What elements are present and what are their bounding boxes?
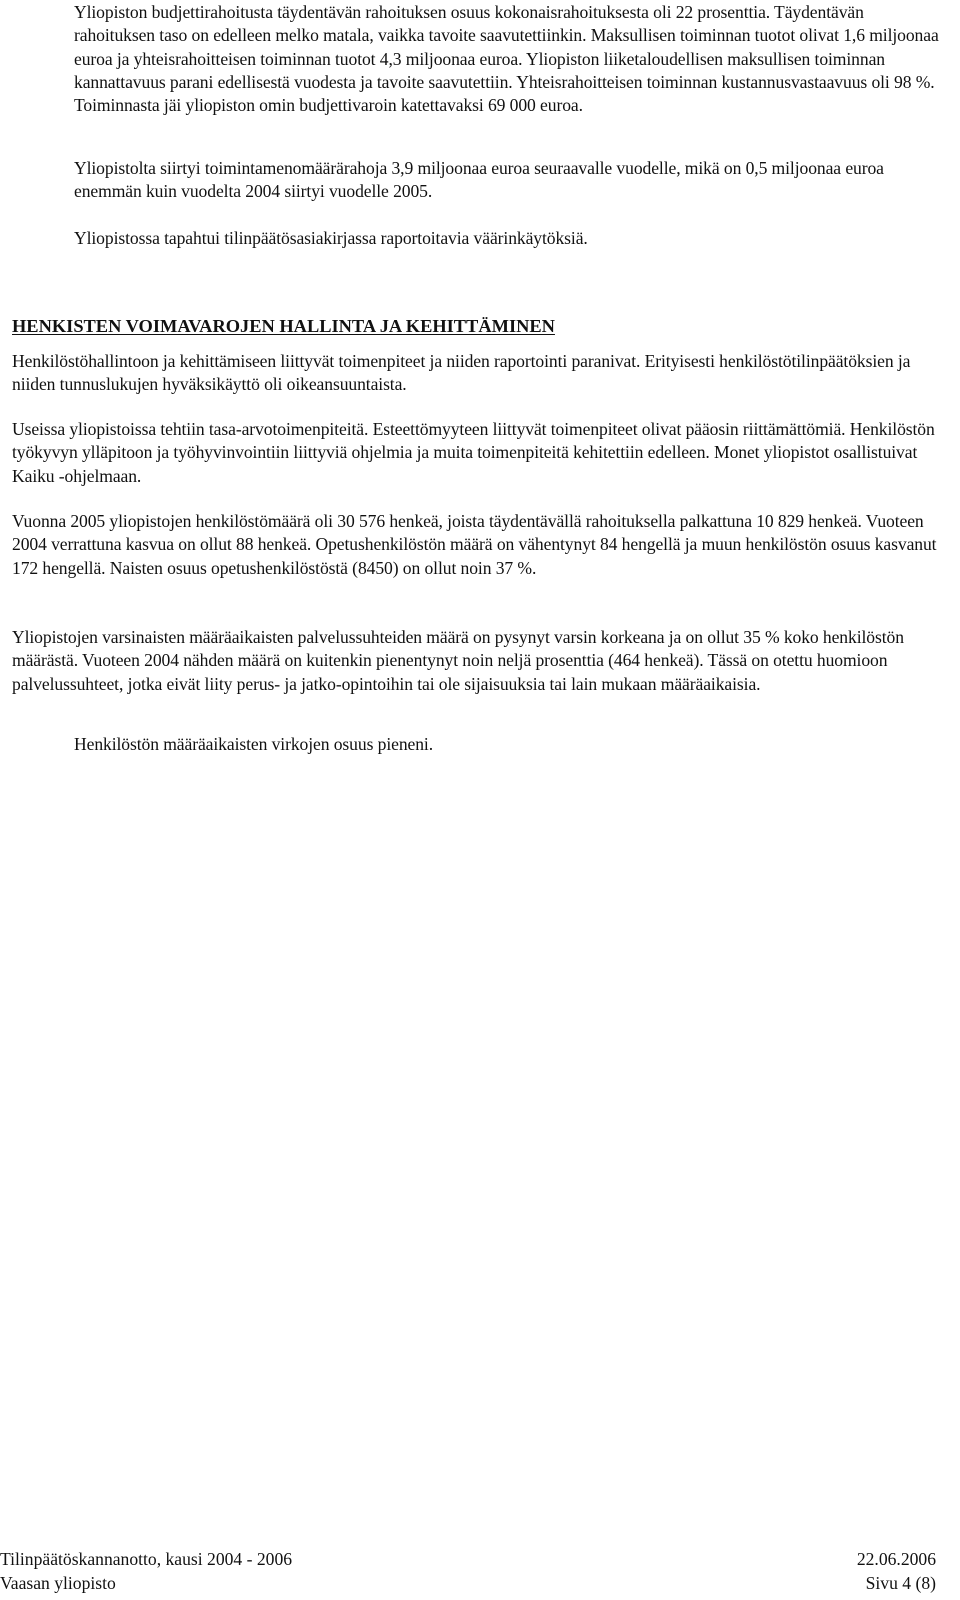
- section-heading: HENKISTEN VOIMAVAROJEN HALLINTA JA KEHITTÄMINEN: [12, 316, 555, 336]
- footer-row-2: [0, 1571, 936, 1595]
- footer-date: 22.06.2006: [856, 1549, 936, 1569]
- paragraph-staff-numbers: Vuonna 2005 yliopistojen henkilöstömäärä oli 30 576 henkeä, joista täydentävällä rahoituksella palkattuna 10 829 henkeä. Vuoteen 2004 verrattuna kasvua on ollut 88 henkeä. Opetushenkilöstön määrä on vähentynyt 84 hengellä ja muun henkilöstön osuus kasvanut 172 hengellä. Naisten osuus opetushenkilöstöstä (8450) on ollut noin 37 %.: [12, 511, 937, 578]
- paragraph-fixed-term-posts: Henkilöstön määräaikaisten virkojen osuus pieneni.: [74, 734, 434, 754]
- footer-row-1: [0, 1547, 936, 1571]
- paragraph-funding: Yliopiston budjettirahoitusta täydentävän rahoituksen osuus kokonaisrahoituksesta oli 22 prosenttia. Täydentävän rahoituksen taso on edelleen melko matala, vaikka tavoite saavutettiinkin. Maksullisen toiminnan tuotot olivat 1,6 miljoonaa euroa ja yhteisrahoitteisen toiminnan tuotot 4,3 miljoonaa euroa. Yliopiston liiketaloudellisen maksullisen toiminnan kannattavuus parani edellisestä vuodesta ja tavoite saavutettiin. Yhteisrahoitteisen toiminnan kustannusvastaavuus oli 98 %. Toiminnasta jäi yliopiston omin budjettivaroin katettavaksi 69 000 euroa.: [74, 2, 939, 116]
- paragraph-equality: Useissa yliopistoissa tehtiin tasa-arvotoimenpiteitä. Esteettömyyteen liittyvät toimenpiteet olivat pääosin riittämättömiä. Henkilöstön työkyvyn ylläpitoon ja työhyvinvointiin liittyviä ohjelmia ja muita toimenpiteitä kehitettiin edelleen. Monet yliopistot osallistuivat Kaiku -ohjelmaan.: [12, 419, 935, 486]
- paragraph-fixed-term-contracts: Yliopistojen varsinaisten määräaikaisten palvelussuhteiden määrä on pysynyt varsin korkeana ja on ollut 35 % koko henkilöstön määrästä. Vuoteen 2004 nähden määrä on kuitenkin pienentynyt noin neljä prosenttia (464 henkeä). Tässä on otettu huomioon palvelussuhteet, jotka eivät liity perus- ja jatko-opintoihin tai ole sijaisuuksia tai lain mukaan määräaikaisia.: [12, 627, 904, 694]
- footer-document-title: Tilinpäätöskannanotto, kausi 2004 - 2006: [0, 1549, 293, 1569]
- paragraph-hr-management: Henkilöstöhallintoon ja kehittämiseen liittyvät toimenpiteet ja niiden raportointi paranivat. Erityisesti henkilöstötilinpäätöksien ja niiden tunnuslukujen hyväksikäyttö oli oikeansuuntaista.: [12, 351, 911, 395]
- paragraph-misconduct: Yliopistossa tapahtui tilinpäätösasiakirjassa raportoitavia väärinkäytöksiä.: [74, 228, 588, 248]
- footer-page-number: Sivu 4 (8): [865, 1573, 936, 1593]
- paragraph-appropriations: Yliopistolta siirtyi toimintamenomäärärahoja 3,9 miljoonaa euroa seuraavalle vuodelle, mikä on 0,5 miljoonaa euroa enemmän kuin vuodelta 2004 siirtyi vuodelle 2005.: [74, 158, 884, 202]
- footer-university: Vaasan yliopisto: [0, 1573, 116, 1593]
